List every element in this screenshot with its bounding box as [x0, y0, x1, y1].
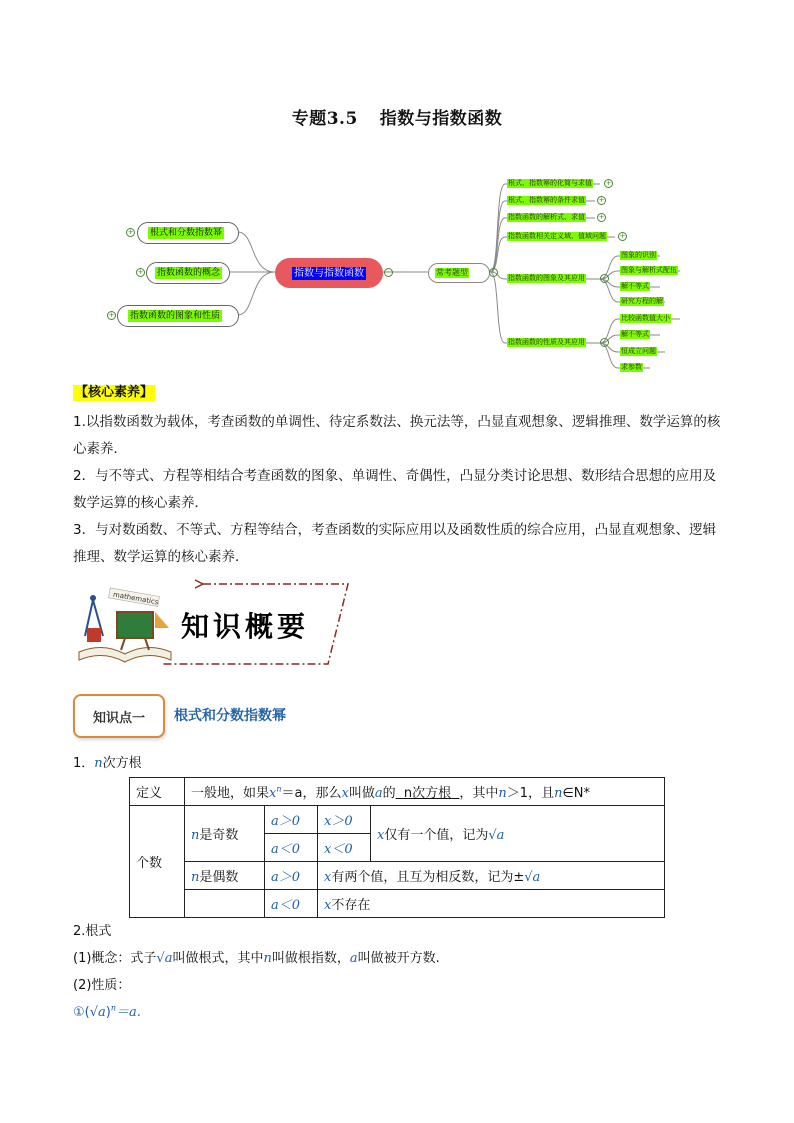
section-2-concept: (1)概念：式子√a叫做根式，其中n叫做根指数，a叫做被开方数.	[73, 951, 440, 966]
title-prefix: 专题3.5	[291, 109, 358, 129]
table-cell: x＜0	[318, 834, 371, 862]
table-row	[130, 806, 665, 834]
mindmap-node-left-2[interactable]	[146, 262, 230, 284]
banner-sign: mathematics	[112, 590, 160, 607]
table-cell: 定义	[130, 778, 185, 806]
expand-icon[interactable]: +	[127, 228, 134, 236]
table-cell: x不存在	[318, 890, 665, 918]
mindmap-label: 指数函数的图象和性质	[130, 311, 221, 321]
collapse-icon[interactable]: -	[600, 274, 609, 283]
section-number: 1．	[73, 756, 95, 771]
collapse-icon[interactable]: -	[489, 268, 498, 277]
table-cell: a＞0	[265, 862, 318, 890]
core-paragraph-2: 2．与不等式、方程等相结合考查函数的图象、单调性、奇偶性，凸显分类讨论思想、数形结合思想的应用及数学运算的核心素养．	[73, 468, 717, 511]
core-paragraph-3: 3．与对数函数、不等式、方程等结合，考查函数的实际应用以及函数性质的综合应用，凸显直观想象、逻辑推理、数学运算的核心素养．	[73, 522, 717, 565]
section-2-item-1: $①(√a)^n=a$.	[73, 1003, 141, 1020]
nth-root-table	[129, 777, 665, 918]
table-row	[130, 890, 665, 918]
mindmap-subleaf[interactable]: 图象的识别	[621, 251, 656, 259]
mindmap-node-left-3[interactable]	[117, 305, 239, 327]
mindmap-leaf[interactable]: 指数函数的性质及其应用	[508, 338, 585, 346]
table-cell: n是奇数	[185, 806, 265, 862]
mindmap-lines	[0, 0, 794, 400]
knowledge-point-title: 根式和分数指数幂	[174, 708, 286, 724]
table-cell: x＞0	[318, 806, 371, 834]
section-2-heading: 2.根式	[73, 924, 112, 939]
mindmap-leaf[interactable]: 指数函数的图象及其应用	[508, 274, 585, 282]
mindmap-node-left-1[interactable]	[137, 222, 239, 244]
table-cell: a＜0	[265, 834, 318, 862]
knowledge-point-label: 知识点一	[92, 710, 145, 726]
section-var: n	[94, 756, 103, 771]
expand-icon[interactable]: +	[108, 311, 115, 319]
mindmap-subleaf[interactable]: 求参数	[621, 363, 642, 371]
knowledge-point-badge	[73, 694, 165, 738]
table-cell: 一般地，如果$x^n=a$，那么x叫做a的 n次方根 ，其中n＞1，且n∈N*	[185, 778, 665, 806]
mindmap-subleaf[interactable]: 比较函数值大小	[621, 314, 670, 322]
mindmap-subleaf[interactable]: 恒成立问题	[621, 347, 656, 355]
mindmap-subleaf[interactable]: 研究方程的解	[621, 297, 663, 305]
mindmap-leaf[interactable]: 指数函数的解析式、求值	[508, 213, 585, 221]
core-paragraph-1: 1.以指数函数为载体，考查函数的单调性、待定系数法、换元法等，凸显直观想象、逻辑推理、数学运算的核心素养．	[73, 414, 721, 457]
mindmap-subleaf[interactable]: 图象与解析式配伍	[621, 266, 677, 274]
expand-icon[interactable]: +	[605, 179, 612, 187]
mindmap-center-label: 指数与指数函数	[294, 267, 364, 279]
mindmap-hub[interactable]	[428, 263, 490, 283]
mindmap-leaf[interactable]: 根式、指数幂的化简与求值	[508, 179, 592, 187]
expand-icon[interactable]: +	[137, 268, 144, 276]
section-label: 次方根	[102, 756, 142, 771]
table-cell: a＜0	[265, 890, 318, 918]
core-tag: 【核心素养】	[75, 385, 154, 400]
table-cell: x有两个值，且互为相反数，记为±√a	[318, 862, 665, 890]
mindmap-leaf[interactable]: 指数函数相关定义域、值域问题	[508, 232, 606, 240]
mindmap-subleaf[interactable]: 解不等式	[621, 330, 649, 338]
mindmap-leaf[interactable]: 根式、指数幂的条件求值	[508, 196, 585, 204]
table-cell	[185, 890, 265, 918]
collapse-icon[interactable]: -	[384, 268, 393, 277]
mindmap-label: 根式和分数指数幂	[150, 228, 223, 238]
collapse-icon[interactable]: -	[600, 338, 609, 347]
section-1-heading	[73, 752, 142, 771]
knowledge-banner	[73, 578, 353, 670]
table-cell: 个数	[130, 806, 185, 918]
title-main: 指数与指数函数	[379, 109, 503, 129]
banner-title: 知识概要	[181, 610, 310, 643]
table-cell: x仅有一个值，记为√a	[371, 806, 665, 862]
mindmap-subleaf[interactable]: 解不等式	[621, 282, 649, 290]
expand-icon[interactable]: +	[598, 196, 605, 204]
expand-icon[interactable]: +	[598, 213, 605, 221]
section-2-property: (2)性质：	[73, 978, 131, 993]
table-row	[130, 778, 665, 806]
table-row	[130, 862, 665, 890]
mindmap-label: 常考题型	[436, 268, 468, 277]
mindmap-center[interactable]	[275, 258, 383, 288]
expand-icon[interactable]: +	[619, 232, 626, 240]
table-cell: n是偶数	[185, 862, 265, 890]
mindmap-label: 指数函数的概念	[157, 268, 221, 278]
table-cell: a＞0	[265, 806, 318, 834]
